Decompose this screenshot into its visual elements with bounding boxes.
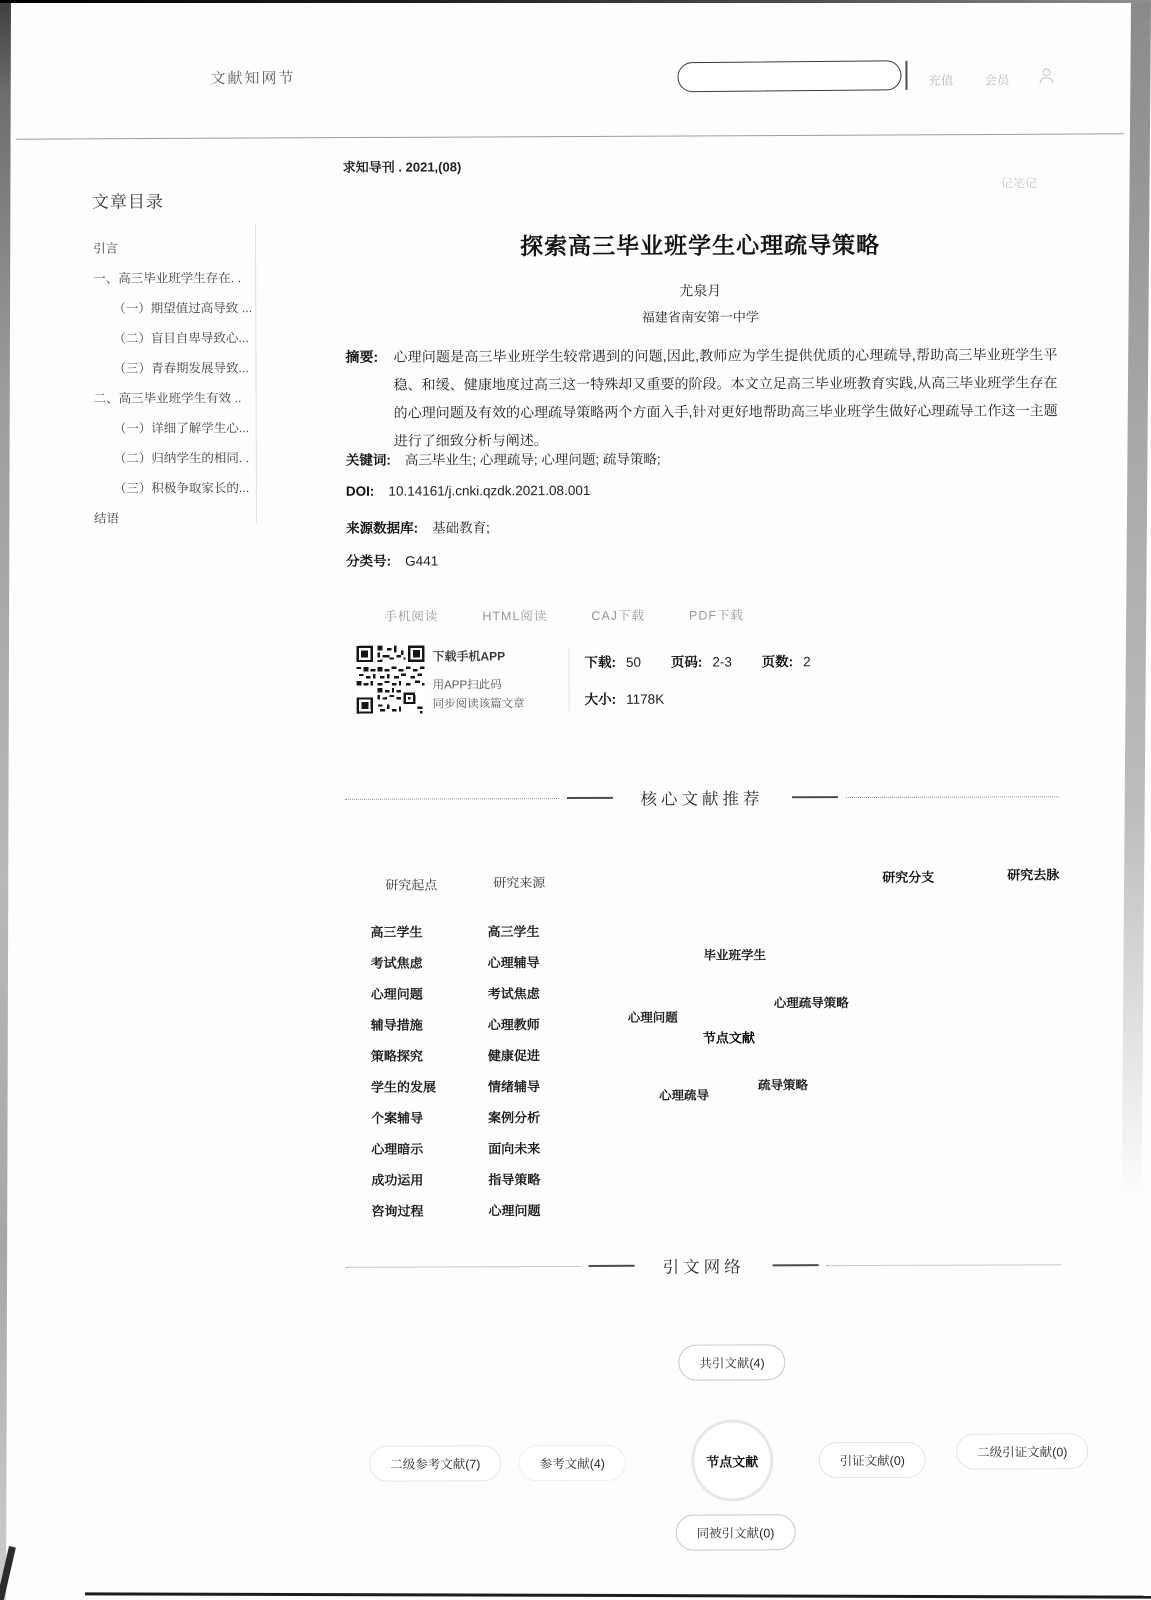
qr-caption-scan: 用APP扫此码: [432, 679, 502, 692]
classification-value: G441: [405, 553, 439, 569]
secondary-references-node[interactable]: 二级参考文献(7): [369, 1445, 501, 1481]
solid-line: [589, 1265, 635, 1267]
abstract-block: [345, 340, 1057, 454]
article-title: 探索高三毕业班学生心理疏导策略: [520, 231, 881, 260]
dotted-line: [845, 796, 1059, 798]
toc-item[interactable]: 一、高三毕业班学生存在. .: [93, 271, 242, 286]
keyword-item[interactable]: 考试焦虑: [487, 986, 540, 1002]
core-recommendation-title: 核心文献推荐: [640, 790, 764, 809]
keyword-item[interactable]: 学生的发展: [370, 1079, 437, 1095]
doi-row: [346, 483, 590, 499]
keyword-item[interactable]: 面向未来: [488, 1141, 541, 1157]
mobile-read-button[interactable]: 手机阅读: [384, 609, 439, 624]
citation-network-title: 引文网络: [662, 1258, 745, 1277]
keyword-item[interactable]: 心理辅导: [487, 955, 540, 971]
scan-edge-top: [0, 0, 1151, 3]
site-brand: 文献知网节: [210, 69, 296, 88]
toc-item[interactable]: （一）详细了解学生心...: [113, 421, 250, 436]
co-citing-node[interactable]: 同被引文献(0): [676, 1514, 796, 1550]
download-divider: [568, 647, 569, 711]
co-cited-node[interactable]: 共引文献(4): [678, 1344, 785, 1380]
dotted-line: [345, 798, 559, 800]
journal-issue: 求知导刊 . 2021,(08): [342, 159, 462, 175]
action-buttons: [384, 605, 744, 624]
keywords-row: [346, 448, 661, 469]
toc-item[interactable]: 结语: [93, 511, 120, 526]
database-value: 基础教育;: [432, 520, 490, 536]
caj-download-button[interactable]: CAJ下载: [591, 608, 646, 623]
user-icon[interactable]: [1039, 68, 1053, 82]
page-count-value: 2: [803, 654, 811, 670]
graph-node[interactable]: 心理问题: [627, 1010, 678, 1025]
keyword-item[interactable]: 考试焦虑: [370, 955, 423, 971]
keyword-item[interactable]: 个案辅导: [371, 1110, 424, 1126]
downloads-label: 下载:: [584, 654, 617, 670]
search-input[interactable]: [677, 60, 901, 92]
keyword-item[interactable]: 健康促进: [487, 1048, 540, 1064]
classification-row: [346, 549, 438, 569]
column-research-origin[interactable]: 研究起点: [385, 877, 438, 893]
size-value: 1178K: [626, 691, 665, 707]
doi-value: 10.14161/j.cnki.qzdk.2021.08.001: [388, 482, 591, 499]
keyword-item[interactable]: 心理问题: [370, 986, 423, 1002]
keyword-item[interactable]: 指导策略: [488, 1172, 541, 1188]
citation-network-graph: [347, 1298, 1068, 1580]
toc-title: 文章目录: [91, 192, 164, 212]
keyword-item[interactable]: 高三学生: [487, 924, 540, 940]
core-recommendation-graph: [345, 856, 1060, 1219]
keyword-item[interactable]: 辅导措施: [370, 1017, 423, 1033]
abstract-label: 摘要:: [345, 348, 379, 365]
toc-item[interactable]: 二、高三毕业班学生有效 ..: [93, 391, 242, 406]
abstract-text: 心理问题是高三毕业班学生较常遇到的问题,因此,教师应为学生提供优质的心理疏导,帮助高三毕业班学生平稳、和缓、健康地度过高三这一特殊却又重要的阶段。本文立足高三毕业班教育实践,从高三毕业班学生存在的心理问题及有效的心理疏导策略两个方面入手,针对更好地帮助高三毕业班学生做好心理疏导工作这一主题进行了细致分析与阐述。: [393, 346, 1058, 449]
solid-line: [773, 1264, 819, 1266]
classification-label: 分类号:: [346, 553, 392, 569]
keyword-item[interactable]: 高三学生: [370, 924, 423, 940]
doi-label: DOI:: [345, 483, 375, 499]
database-label: 来源数据库:: [346, 520, 419, 536]
graph-node[interactable]: 疏导策略: [757, 1078, 809, 1093]
graph-node[interactable]: 心理疏导策略: [773, 996, 849, 1011]
page-count-label: 页数:: [761, 654, 794, 670]
keyword-item[interactable]: 心理问题: [488, 1203, 541, 1219]
qr-caption-app: 下载手机APP: [432, 649, 506, 664]
keyword-item[interactable]: 情绪辅导: [487, 1079, 541, 1095]
citing-documents-node[interactable]: 引证文献(0): [819, 1442, 926, 1478]
core-recommendation-header: [345, 784, 1059, 810]
toc-item[interactable]: （二）盲目自卑导致心...: [113, 331, 249, 346]
dotted-line: [347, 1265, 581, 1267]
keyword-item[interactable]: 策略探究: [370, 1048, 423, 1064]
secondary-citing-node[interactable]: 二级引证文献(0): [956, 1433, 1088, 1469]
focal-document-node: 节点文献: [691, 1419, 773, 1501]
size-label: 大小:: [584, 691, 617, 707]
qr-code: [356, 646, 424, 714]
graph-node[interactable]: 心理疏导: [659, 1088, 710, 1103]
download-stats: [584, 650, 944, 708]
qr-caption-sync: 同步阅读该篇文章: [432, 698, 525, 711]
toc-divider: [255, 223, 257, 523]
header-divider: [16, 133, 1124, 139]
dotted-line: [827, 1264, 1061, 1266]
keyword-item[interactable]: 案例分析: [488, 1110, 541, 1126]
keywords-value[interactable]: 高三毕业生; 心理疏导; 心理问题; 疏导策略;: [404, 451, 661, 468]
solid-line: [791, 796, 837, 798]
qr-captions: [432, 643, 562, 711]
column-research-branch[interactable]: 研究分支: [882, 869, 935, 885]
toc-item[interactable]: （三）青春期发展导致...: [113, 361, 249, 376]
nav-recharge[interactable]: 充值: [928, 73, 954, 88]
keyword-item[interactable]: 咨询过程: [371, 1203, 424, 1219]
column-research-trend[interactable]: 研究去脉: [1007, 867, 1060, 883]
article-author[interactable]: 尤泉月: [679, 282, 722, 299]
search-button-divider: [905, 61, 907, 90]
citation-network-header: [347, 1252, 1061, 1278]
column-research-source[interactable]: 研究来源: [493, 875, 546, 891]
take-note-button[interactable]: 记笔记: [1000, 176, 1037, 191]
toc-item[interactable]: （一）期望值过高导致 ...: [113, 301, 253, 316]
html-read-button[interactable]: HTML阅读: [482, 609, 548, 624]
solid-line: [566, 797, 612, 799]
pages-label: 页码:: [670, 654, 703, 670]
downloads-value: 50: [625, 654, 642, 670]
toc-item[interactable]: （二）归纳学生的相同. .: [113, 451, 250, 466]
toc-list: [93, 233, 254, 534]
toc-item[interactable]: （三）积极争取家长的...: [113, 481, 250, 496]
database-row: [346, 516, 490, 537]
pdf-download-button[interactable]: PDF下载: [689, 608, 745, 623]
article-affiliation[interactable]: 福建省南安第一中学: [641, 309, 759, 325]
graph-node-focus: 节点文献: [702, 1030, 755, 1046]
references-node[interactable]: 参考文献(4): [519, 1445, 626, 1481]
keyword-item[interactable]: 心理暗示: [371, 1141, 424, 1157]
graph-node[interactable]: 毕业班学生: [703, 948, 767, 963]
nav-member[interactable]: 会员: [984, 73, 1010, 88]
keyword-item[interactable]: 心理教师: [487, 1017, 540, 1033]
pages-value: 2-3: [712, 654, 732, 670]
toc-item[interactable]: 引言: [93, 241, 119, 256]
source-keyword-list: [487, 916, 540, 1226]
keywords-label: 关键词:: [345, 452, 391, 468]
keyword-item[interactable]: 成功运用: [371, 1172, 424, 1188]
origin-keyword-list: [370, 916, 436, 1226]
